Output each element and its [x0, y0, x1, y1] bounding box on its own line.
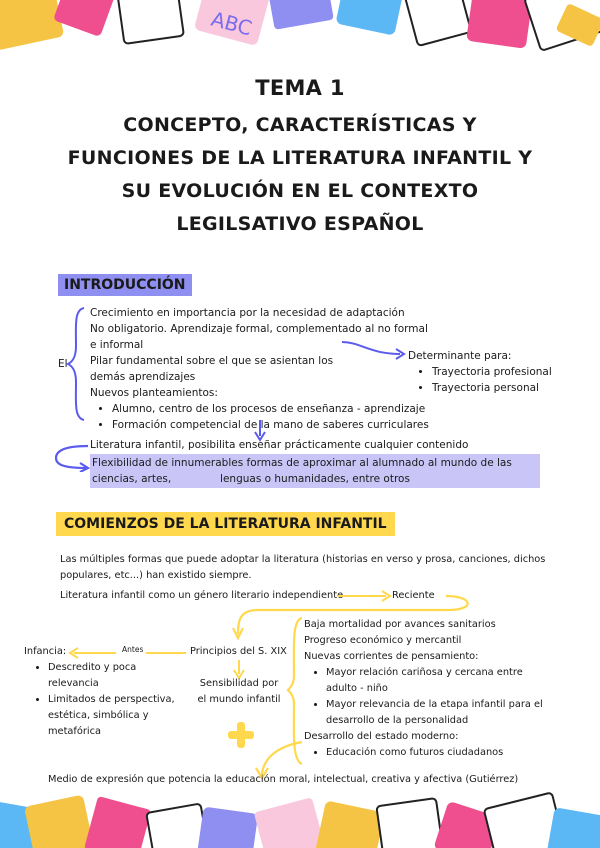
top-books-decoration — [0, 0, 600, 60]
intro-item: Crecimiento en importancia por la necesidad de adaptación — [90, 307, 405, 319]
flex-line-1: Flexibilidad de innumerables formas de aproximar al alumnado al mundo de las ciencias, artes, — [92, 457, 512, 485]
cause-item: Progreso económico y mercantil — [304, 635, 462, 646]
cause-item: Baja mortalidad por avances sanitarios — [304, 619, 496, 630]
causes-list — [304, 617, 544, 761]
estado-label: Desarrollo del estado moderno: — [304, 731, 459, 742]
antes-label: Antes — [122, 645, 144, 654]
estado-item: • Educación como futuros ciudadanos — [326, 745, 544, 761]
intro-item: Nuevos planteamientos: — [90, 387, 218, 399]
title-line-5: LEGILSATIVO ESPAÑOL — [176, 213, 424, 235]
corriente-item: • Mayor relación cariñosa y cercana entre adulto - niño — [326, 665, 544, 697]
determinante-item: • Trayectoria profesional — [432, 364, 552, 380]
title-line-2: CONCEPTO, CARACTERÍSTICAS Y — [123, 114, 477, 136]
curved-arrow-icon — [52, 444, 94, 472]
determinante-list — [418, 364, 552, 396]
reciente-label: Reciente — [392, 590, 435, 601]
intro-item: No obligatorio. Aprendizaje formal, complementado al no formal e informal — [90, 323, 428, 351]
principios-label: Principios del S. XIX — [190, 646, 287, 657]
sensibilidad-label: Sensibilidad por el mundo infantil — [197, 678, 281, 705]
infancia-item: • Descredito y poca relevancia — [48, 660, 188, 692]
tema-title: TEMA 1 — [255, 76, 345, 100]
corriente-item: • Mayor relevancia de la etapa infantil para el desarrollo de la personalidad — [326, 697, 544, 729]
intro-item: Pilar fundamental sobre el que se asientan los demás aprendizajes — [90, 355, 334, 383]
intro-list — [90, 305, 430, 433]
bottom-books-decoration — [0, 792, 600, 848]
cause-item: Nuevas corrientes de pensamiento: — [304, 651, 479, 662]
flex-line-2: lenguas o humanidades, entre otros — [220, 473, 410, 485]
el-label: El — [58, 358, 68, 370]
determinante-item: • Trayectoria personal — [432, 380, 552, 396]
infancia-list — [34, 660, 188, 740]
brace-icon — [66, 306, 88, 422]
title-line-3: FUNCIONES DE LA LITERATURA INFANTIL Y — [67, 147, 533, 169]
infancia-item: • Limitados de perspectiva, estética, simbólica y metafórica — [48, 692, 188, 740]
intro-heading: INTRODUCCIÓN — [58, 274, 192, 296]
infancia-label: Infancia: — [24, 646, 67, 657]
para-line-2: populares, etc...) han existido siempre. — [60, 570, 252, 581]
lit-line: Literatura infantil, posibilita enseñar prácticamente cualquier contenido — [90, 439, 469, 451]
medio-line: Medio de expresión que potencia la educación moral, intelectual, creativa y afectiva (Gutiérrez) — [48, 774, 519, 785]
para-line-1: Las múltiples formas que puede adoptar la literatura (historias en verso y prosa, canciones, dichos — [60, 554, 546, 565]
intro-sub-item: • Alumno, centro de los procesos de enseñanza - aprendizaje — [112, 401, 430, 417]
intro-sub-item: • Formación competencial de la mano de saberes curriculares — [112, 417, 430, 433]
title-line-4: SU EVOLUCIÓN EN EL CONTEXTO — [121, 180, 479, 202]
arrow-right-icon — [340, 338, 410, 360]
lit-indep: Literatura infantil como un género literario independiente — [60, 590, 344, 601]
svg-text:ABC: ABC — [208, 6, 255, 41]
determinante-label: Determinante para: — [408, 350, 512, 362]
comienzos-heading: COMIENZOS DE LA LITERATURA INFANTIL — [56, 512, 395, 536]
